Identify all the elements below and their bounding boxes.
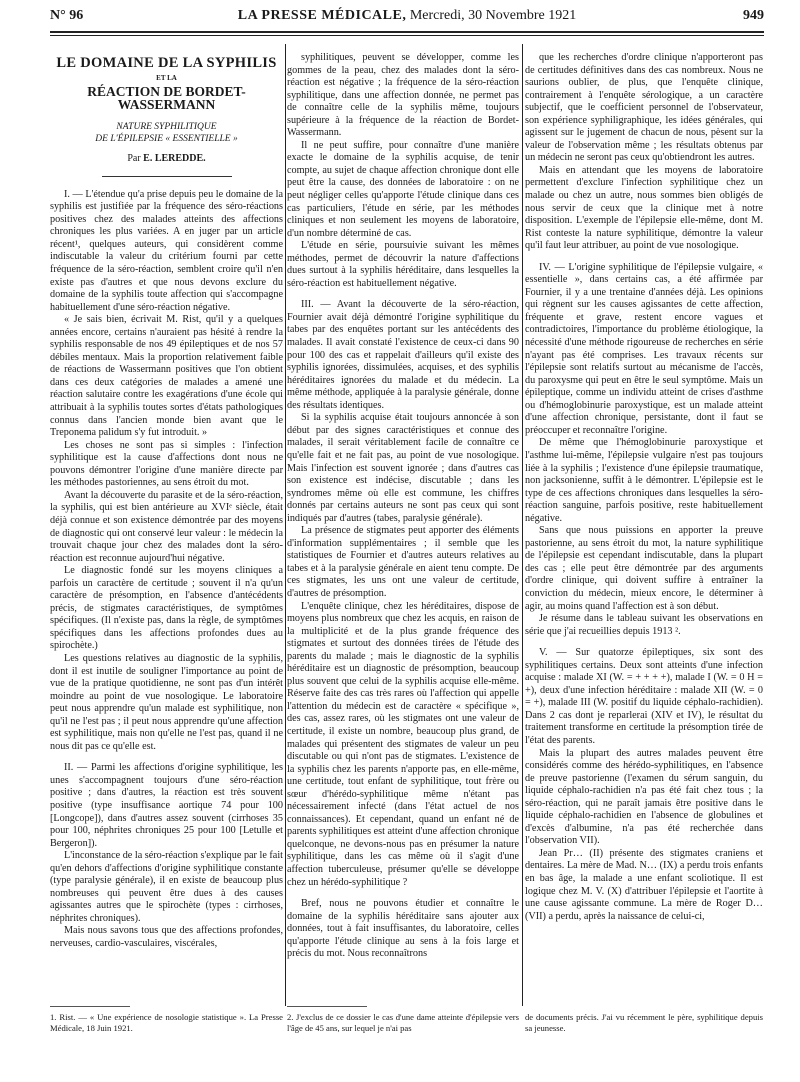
column-3-body <box>525 52 763 923</box>
paragraph: IV. — L'origine syphilitique de l'épilepsie vulgaire, « essentielle », dans certains cas, a été affirmée par Fournier, il y a une trentaine d'années déjà. Les opinions qui règnent sur les causes agissantes de cette affection, fréquente et grave, restent encore vagues et contradictoires, l'importance du problème étiologique, la nécessité d'une méthode rigoureuse de recherches en série n'ayant pas été comprises. Les travaux récents sur l'épilepsie sont relatifs surtout au mécanisme de l'accès, du paroxysme qui peut en être le seul symptôme. Mais un épileptique, comme un individu atteint de crises d'asthme ou d'hémoglobinurie paroxystique, est un malade atteint d'une affection chronique, persistante, dont il faut se préoccuper et reconnaître l'origine. <box>525 261 763 436</box>
header-rule <box>50 31 764 33</box>
paragraph: L'enquête clinique, chez les héréditaires, dispose de moyens plus nombreux que chez les acquis, en raison de la multiplicité et de la plus grande fréquence des stigmates et surtout des données tirées de l'étude des parents du malade ; mais le diagnostic de la syphilis héréditaire est un diagnostic de présomption, beaucoup plus souvent que celui de la syphilis acquise elle-même. Réserve faite des cas très rares où l'affection qui appelle l'attention du médecin est de caractère « spécifique », des cas, assez rares, où les stigmates ont une valeur de certitude, il existe un nombre, beaucoup plus grand, de malades qui présentent des stigmates de valeur un peu discutable ou qui n'ont pas de stigmates. L'existence de la syphilis chez les parents n'apporte pas, en elle-même, une certitude, tout enfant de syphilitique, tout frère ou sœur d'hérédo-syphilitique même n'étant pas nécessairement infecté (dans l'état actuel de nos connaissances). Et cependant, quand un enfant né de parents syphilitiques est atteint d'une affection chronique quelconque, ne devons-nous pas en présumer la nature syphilitique, dans les cas même où il s'agit d'une affection tuberculeuse, présumer qu'elle se développe chez un hérédo-syphilitique ? <box>287 600 519 888</box>
paragraph: Avant la découverte du parasite et de la séro-réaction, la syphilis, qui est bien antérieure au XVIᵉ siècle, était déjà connue et son existence démontrée par des moyens de diagnostic qui ont conservé leur valeur : le médecin la trouvait chaque jour chez des malades dont la séro-réaction est reconnue aujourd'hui négative. <box>50 489 283 564</box>
footnote-text-1: 1. Rist. — « Une expérience de nosologie statistique ». La Presse Médicale, 18 Juin 1921. <box>50 1012 283 1033</box>
paragraph: V. — Sur quatorze épileptiques, six sont des syphilitiques certains. Deux sont atteints d'une infection acquise : malade XI (W. = + + + +), malade I (W. = 0 H = +), deux d'une infection héréditaire : malade XII (W. = 0 = +), malade III (W. positif du liquide céphalo-rachidien). Dans 2 cas dont je reparlerai (XIV et IV), le résultat du traitement transforme en certitude la présomption tirée de l'état des parents. <box>525 647 763 746</box>
section-gap <box>525 253 763 262</box>
article-title-conjunction: ET LA <box>156 73 177 82</box>
footnote-1 <box>50 1012 283 1034</box>
column-2 <box>287 52 519 1007</box>
title-rule <box>102 176 232 177</box>
column-divider-2 <box>522 44 523 1006</box>
footnote-text-2: 2. J'exclus de ce dossier le cas d'une dame atteinte d'épilepsie vers l'âge de 45 ans, sur lequel je n'ai pas <box>287 1012 519 1033</box>
paragraph: II. — Parmi les affections d'origine syphilitique, les unes s'accompagnent toujours d'une séro-réaction positive ; dans d'autres, la réaction est très souvent positive (type insuffisance aortique 74 pour 100 [Longcope]), dans d'autres assez souvent (cirrhoses 35 pour 100, néphrites chroniques 25 pour 100 [Letulle et Bergeron]). <box>50 762 283 849</box>
section-gap <box>287 290 519 299</box>
footnote-rule-2 <box>287 1006 367 1007</box>
masthead <box>50 8 764 24</box>
column-1 <box>50 52 283 1007</box>
paragraph: Bref, nous ne pouvons étudier et connaître le domaine de la syphilis héréditaire sans ajouter aux données, tout à fait insuffisantes, du laboratoire, celles qu'apporte l'étude clinique au sens à la fois large et précis du mot. Nous reconnaîtrons <box>287 898 519 960</box>
byline-prefix: Par <box>127 153 144 165</box>
paragraph: Les questions relatives au diagnostic de la syphilis, dont il est inutile de souligner l'importance au point de vue de la pratique quotidienne, ne sont pas d'un intérêt moindre au point de vue nosologique. Le laboratoire peut nous apprendre qu'un malade est syphilitique, non qu'il ne l'est pas ; il peut nous apprendre qu'une affection est syphilitique, mais non qu'elle ne l'est pas, quand il ne nous dit pas ce qu'elle est. <box>50 652 283 752</box>
article-title-line-2: RÉACTION DE BORDET-WASSERMANN <box>87 84 246 112</box>
paragraph: Mais en attendant que les moyens de laboratoire permettent d'exclure l'infection syphilitique chez un malade ou chez un autre, nous sommes bien obligés de nous servir de ceux que la clinique met à notre disposition. L'exemple de l'épilepsie elle-même, dont M. Rist conteste la nature syphilitique, démontre la valeur qu'il faut leur attribuer, au point de vue nosologique. <box>525 164 763 252</box>
column-2-body <box>287 52 519 961</box>
footnote-2 <box>287 1012 519 1034</box>
issue-date: Mercredi, 30 Novembre 1921 <box>406 8 577 23</box>
paragraph: Jean Pr… (II) présente des stigmates craniens et dentaires. La mère de Mad. N… (IX) a perdu trois enfants en bas âge, la malade a une enfant scoliotique. Il est logique chez M. V. (X) d'attribuer l'épilepsie et l'aortite à une cause agissante commune. La mère de Roger D… (VII) a perdu, après la naissance de celui-ci, <box>525 847 763 922</box>
section-gap <box>525 638 763 647</box>
paragraph: I. — L'étendue qu'a prise depuis peu le domaine de la syphilis est justifiée par la fréquence des séro-réactions positives chez des malades atteints des affections chroniques les plus variées. A en juger par un article récent¹, quelques auteurs, qui considèrent comme indiscutable la valeur du critérium fourni par cette fréquence de la séro-réaction, semblent croire qu'il n'en existe pas d'autres et que nous devons exclure du domaine de la syphilis toute affection qui s'accompagne habituellement d'une séro-réaction négative. <box>50 188 283 313</box>
header-rule-thin <box>50 35 764 36</box>
paragraph: syphilitiques, peuvent se développer, comme les gommes de la peau, chez des malades dont la séro-réaction est négative ; la fréquence de la séro-réaction syphilitique, dans une affection donnée, ne permet pas de connaître celle de la syphilis même, toujours supérieure à la fréquence de la réaction de Bordet-Wassermann. <box>287 52 519 139</box>
paragraph: De même que l'hémoglobinurie paroxystique et l'asthme lui-même, l'épilepsie vulgaire n'est pas toujours liée à la syphilis ; l'existence d'une épilepsie traumatique, non jacksonienne, suffit à le démontrer. L'épilepsie est le type de ces affections chroniques dans lesquelles la séro-réaction sanguine, parfois positive, reste habituellement négative. <box>525 437 763 524</box>
section-gap <box>287 889 519 898</box>
paragraph: Il ne peut suffire, pour connaître d'une manière exacte le domaine de la syphilis acquise, de tenir compte, au sujet de chaque affection chronique dont elle peut être la cause, des données de laboratoire : on ne peut négliger celles qu'apporte l'étude clinique dans ces cas particuliers, l'étude en série, par les méthodes cliniques et non seulement les moyens de laboratoire, d'un nombre déterminé de cas. <box>287 139 519 239</box>
column-1-body <box>50 189 283 951</box>
paragraph: Les choses ne sont pas si simples : l'infection syphilitique est la cause d'affections dont nous ne pouvons démontrer l'origine d'une manière directe par les méthodes pastoriennes, au sens étroit du mot. <box>50 439 283 489</box>
article-byline <box>50 153 283 166</box>
paragraph: Sans que nous puissions en apporter la preuve pastorienne, au sens étroit du mot, la nature syphilitique de l'épilepsie est cependant indiscutable, dans la plupart des cas ; elle peut être démontrée par des arguments d'ordre clinique, qui doivent suffire à entraîner la conviction du médecin, mieux encore, le déterminer à agir, au moins quand l'affection est à son début. <box>525 525 763 612</box>
article-author: E. LEREDDE. <box>143 153 206 165</box>
page-header <box>50 8 764 28</box>
paragraph: Je résume dans le tableau suivant les observations en série que j'ai recueillies depuis 1913 ². <box>525 613 763 637</box>
article-subtitle-line-2: DE L'ÉPILEPSIE « ESSENTIELLE » <box>95 134 238 145</box>
article-title: LE DOMAINE DE LA SYPHILIS <box>56 55 277 71</box>
paragraph: « Je sais bien, écrivait M. Rist, qu'il y a quelques années encore, certains n'auraient pas hésité à rendre la syphilis responsable de nos 49 épileptiques et de nos 57 débiles mentaux. Mais la proportion relativement faible de réactions de Wassermann positives que l'on obtient dans ces deux catégories de malades a amené une réaction salutaire contre les exagérations d'une école qui attribuait à la syphilis toutes sortes d'états pathologiques connus dans l'ancien monde bien avant que le Treponema palidum s'y fut introduit. » <box>50 314 283 439</box>
paragraph: La présence de stigmates peut apporter des éléments d'information supplémentaires ; il semble que les statistiques de Fournier et d'autres auteurs relatives au tabes et à la paralysie générale en aient tenu compte. De ces stigmates, les uns ont une valeur de certitude, d'autres de présomption. <box>287 525 519 599</box>
paragraph: Mais la plupart des autres malades peuvent être considérés comme des hérédo-syphilitiques, en l'absence de preuve pastorienne (l'examen du sérum sanguin, du liquide céphalo-rachidien n'a pas été fait chez tous ; la séro-réaction, qui ne paraît jamais être positive dans le liquide céphalo-rachidien en l'absence de globulines et d'excès d'albumine, n'a pas été recherchée dans l'observation VII). <box>525 747 763 847</box>
paragraph: L'inconstance de la séro-réaction s'explique par le fait qu'en dehors d'affections d'origine syphilitique constante (type paralysie générale), il en existe de beaucoup plus nombreuses qui peuvent être dues à des causes agissantes autres que le spirochète (types : cirrhoses, néphrites chroniques). <box>50 850 283 924</box>
paragraph: L'étude en série, poursuivie suivant les mêmes méthodes, permet de découvrir la nature d'affections dues surtout à la syphilis héréditaire, dans lesquelles la séro-réaction est habituellement négative. <box>287 240 519 289</box>
journal-name: LA PRESSE MÉDICALE, <box>237 8 407 23</box>
paragraph: que les recherches d'ordre clinique n'apporteront pas de certitudes définitives dans des cas nombreux. Nous ne saurions oublier, de plus, que l'enquête clinique, contrairement à l'enquête sérologique, a un caractère subjectif, que le coefficient personnel de l'observateur, son expérience syphiligraphique, les idées générales, qui agissent sur le jugement de chacun de nous, pèsent sur la valeur de l'observation même ; les résultats obtenus par un médecin ne seront pas ceux qu'obtiendront les autres. <box>525 52 763 164</box>
column-3 <box>525 52 763 1007</box>
issue-number: N° 96 <box>50 8 84 23</box>
section-gap <box>50 753 283 762</box>
paragraph: Si la syphilis acquise était toujours annoncée à son début par des signes caractéristiques et connue des malades, il serait véritablement facile de connaître ce qu'elle fait et ne fait pas, au point de vue nosologique. Mais l'infection est souvent ignorée ; dans d'autres cas son existence est indécise, discutable ; dans les syndromes même où elle est commune, les chiffres donnés par certains auteurs ne sont pas ceux qui sont indiqués par d'autres (tabes, paralysie générale). <box>287 412 519 524</box>
paragraph: III. — Avant la découverte de la séro-réaction, Fournier avait déjà démontré l'origine syphilitique du tabes par des enquêtes portant sur les antécédents des malades. Il avait constaté l'existence de ceux-ci dans 90 pour 100 des cas et rappelait d'ailleurs qu'il existe des syphilis ignorées, dissimulées, acquises, et des syphilis héréditaires ignorées du malade et du médecin. La même méthode, appliquée à la paralysie générale, donne des résultats identiques. <box>287 299 519 411</box>
paragraph: Le diagnostic fondé sur les moyens cliniques a parfois un caractère de certitude ; souvent il n'a qu'un caractère de présomption, en l'absence d'antécédents précis, de stigmates caractéristiques, de symptômes spécifiques. (Il n'existe pas, dans la règle, de symptômes spécifiques dans les affections profondes dues au spirochète.) <box>50 565 283 652</box>
paragraph: Mais nous savons tous que des affections profondes, nerveuses, cardio-vasculaires, viscérales, <box>50 925 283 949</box>
article-subtitle: NATURE SYPHILITIQUE <box>116 122 217 133</box>
footnote-rule-1 <box>50 1006 130 1007</box>
page-number: 949 <box>743 8 764 23</box>
column-divider-1 <box>285 44 286 1006</box>
footnote-2-continued <box>525 1012 763 1034</box>
footnote-text-3: de documents précis. J'ai vu récemment le père, syphilitique depuis sa jeunesse. <box>525 1012 763 1033</box>
